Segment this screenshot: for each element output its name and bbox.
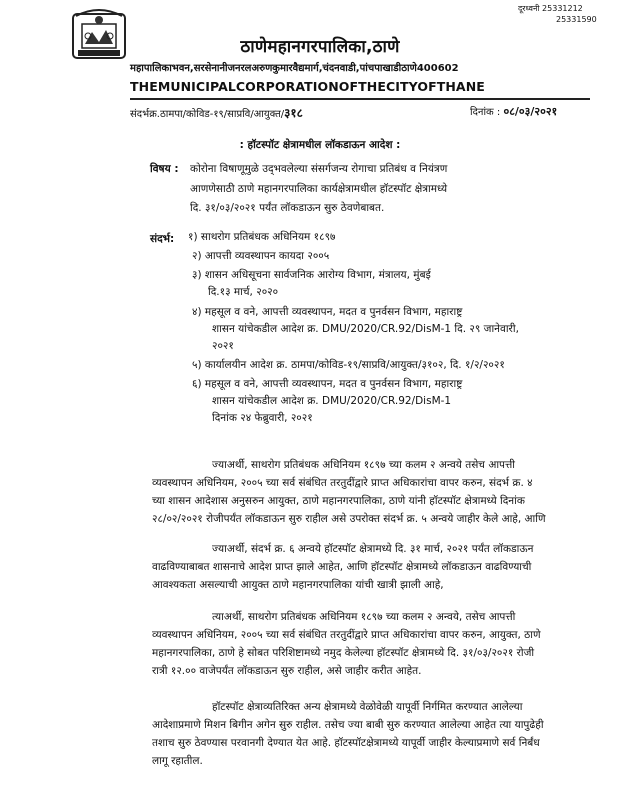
reference-item-1: १) साथरोग प्रतिबंधक अधिनियम १८९७ <box>188 231 336 243</box>
date-label: दिनांक : <box>470 107 501 118</box>
subject-line-3: दि. ३१/०३/२०२१ पर्यंत लॉकडाऊन सुरु ठेवणेबाबत. <box>190 202 385 214</box>
header-divider <box>130 98 590 100</box>
date-value: ०८/०३/२०२१ <box>503 105 558 118</box>
paragraph-1: ज्याअर्थी, साथरोग प्रतिबंधक अधिनियम १८९७ च्या कलम २ अन्वये तसेच आपत्ती व्यवस्थापन अधिनियम, २००५ च्या सर्व संबंधित तरतुदींद्वारे प्राप्त अधिकारांचा वापर करुन, संदर्भ क्र. ४ च्या शासन आदेशास अनुसरुन आयुक्त, ठाणे महानगरपालिका, ठाणे यांनी हॉटस्पॉट क्षेत्रामध्ये दिनांक २८/०२/२०२१ रोजीपर्यंत लॉकडाऊन सुरु राहील असे उपरोक्त संदर्भ क्र. ५ अन्वये जाहीर केले आहे, आणि <box>152 459 546 525</box>
ref-label: संदर्भक्र.ठामपा/कोविड-१९/साप्रवि/आयुक्त/ <box>130 109 285 120</box>
paragraph-2: ज्याअर्थी, संदर्भ क्र. ६ अन्वये हॉटस्पॉट क्षेत्रामध्ये दि. ३१ मार्च, २०२१ पर्यंत लॉकडाऊन वाढविण्याबाबत शासनाचे आदेश प्राप्त झाले आहेत, आणि हॉटस्पॉट क्षेत्रामध्ये लॉकडाऊन वाढविण्याची आवश्यकता असल्याची आयुक्त ठाणे महानगरपालिका यांची खात्री झाली आहे, <box>152 543 534 591</box>
references-label: संदर्भ: <box>150 233 175 245</box>
reference-item-3-cont-1: दि.१३ मार्च, २०२० <box>208 286 279 298</box>
ref-number: ३१८ <box>284 106 303 120</box>
reference-item-2: २) आपत्ती व्यवस्थापन कायदा २००५ <box>192 250 330 262</box>
phone-number-2: 25331590 <box>556 15 597 24</box>
reference-item-6-cont-1: शासन यांचेकडील आदेश क्र. DMU/2020/CR.92/DisM-1 <box>212 395 452 407</box>
reference-item-5: ५) कार्यालयीन आदेश क्र. ठामपा/कोविड-१९/साप्रवि/आयुक्त/३१०२, दि. १/२/२०२१ <box>192 359 505 371</box>
order-heading: : हॉटस्पॉट क्षेत्रामधील लॉकडाऊन आदेश : <box>239 139 401 151</box>
paragraph-4: हॉटस्पॉट क्षेत्राव्यतिरिक्त अन्य क्षेत्रामध्ये वेळोवेळी यापूर्वी निर्गमित करण्यात आलेल्या आदेशाप्रमाणे मिशन बिगीन अगेन सुरु राहील. तसेच ज्या बाबी सुरु करण्यात आलेल्या आहेत त्या यापुढेही तशाच सुरु ठेवण्यास परवानगी देण्यात येत आहे. हॉटस्पॉटक्षेत्रामध्ये यापूर्वी जाहीर केल्याप्रमाणे सर्व निर्बंध लागू रहातील. <box>152 701 544 767</box>
org-english-name: THEMUNICIPALCORPORATIONOFTHECITYOFTHANE <box>130 79 485 94</box>
phone-block <box>518 3 597 25</box>
paragraph-3: त्याअर्थी, साथरोग प्रतिबंधक अधिनियम १८९७ च्या कलम २ अन्वये, तसेच आपत्ती व्यवस्थापन अधिनियम, २००५ च्या सर्व संबंधित तरतुदींद्वारे प्राप्त अधिकारांचा वापर करुन, आयुक्त, ठाणे महानगरपालिका, ठाणे हे सोबत परिशिष्टामध्ये नमुद केलेल्या हॉटस्पॉट क्षेत्रामध्ये दि. ३१/०३/२०२१ रोजी रात्री १२.०० वाजेपर्यंत लॉकडाऊन सुरु राहील, असे जाहीर करीत आहेत. <box>152 611 541 677</box>
reference-item-6: ६) महसूल व वने, आपत्ती व्यवस्थापन, मदत व पुनर्वसन विभाग, महाराष्ट्र <box>192 378 463 390</box>
subject-line-1: कोरोना विषाणूमुळे उद्‌भवलेल्या संसर्गजन्य रोगाचा प्रतिबंध व नियंत्रण <box>190 163 448 175</box>
reference-item-4-cont-2: २०२१ <box>212 340 234 352</box>
reference-item-3: ३) शासन अधिसूचना सार्वजनिक आरोग्य विभाग, मंत्रालय, मुंबई <box>192 269 431 281</box>
subject-line-2: आणणेसाठी ठाणे महानगरपालिका कार्यक्षेत्रामधील हॉटस्पॉट क्षेत्रामध्ये <box>190 183 448 195</box>
org-title: ठाणेमहानगरपालिका,ठाणे <box>240 37 400 57</box>
phone-label: दूरध्वनी <box>518 4 540 13</box>
phone-number-1: 25331212 <box>542 4 583 13</box>
subject-label: विषय : <box>150 163 179 175</box>
document-date <box>470 104 557 119</box>
org-address: महापालिकाभवन,सरसेनानीजनरलअरुणकुमारवैद्यमार्ग,चंदनवाडी,पांचपाखाडीठाणे400602 <box>130 63 459 74</box>
reference-item-6-cont-2: दिनांक २४ फेब्रुवारी, २०२१ <box>212 412 313 424</box>
reference-item-4-cont-1: शासन यांचेकडील आदेश क्र. DMU/2020/CR.92/DisM-1 दि. २९ जानेवारी, <box>212 323 519 335</box>
reference-item-4: ४) महसूल व वने, आपत्ती व्यवस्थापन, मदत व पुनर्वसन विभाग, महाराष्ट्र <box>192 306 463 318</box>
reference-number <box>130 104 303 121</box>
